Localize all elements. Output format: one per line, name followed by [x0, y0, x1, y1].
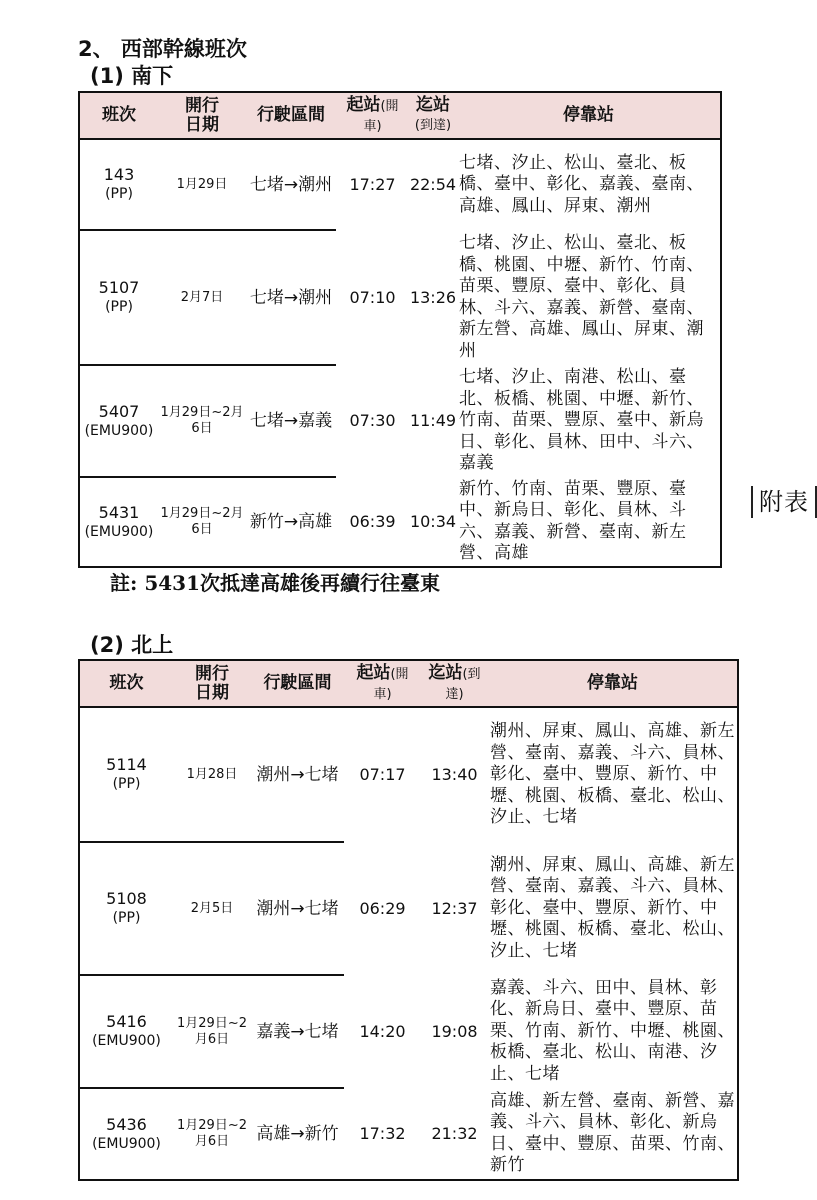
header-route: 行駛區間	[246, 92, 336, 139]
arrival-time: 13:40	[431, 765, 478, 784]
northbound-table	[78, 659, 739, 1181]
train-code	[79, 707, 173, 842]
header-stops: 停靠站	[457, 92, 721, 139]
table-row	[79, 365, 721, 477]
run-date: 1月29日~2月6日	[173, 975, 251, 1088]
header-dep-small-1: (開	[390, 666, 409, 682]
header-route: 行駛區間	[251, 660, 344, 707]
route: 七堵→潮州	[246, 230, 336, 365]
arrival-time: 11:49	[409, 411, 457, 430]
train-number: 5107	[98, 278, 140, 297]
table-row	[79, 477, 721, 567]
arrival-time: 13:26	[409, 287, 457, 307]
train-number: 5431	[98, 502, 140, 522]
train-code	[79, 477, 158, 567]
header-arrival	[421, 660, 488, 707]
header-arr-main: 迄站	[428, 662, 463, 683]
run-date: 1月29日~2月6日	[160, 506, 244, 537]
departure-time: 17:27	[349, 175, 396, 194]
train-model: (EMU900)	[84, 523, 154, 540]
header-date	[158, 92, 246, 139]
train-code	[79, 842, 173, 975]
header-dep-small-2: 車)	[373, 686, 392, 702]
train-code	[79, 230, 158, 365]
arrival-time: 10:34	[409, 511, 457, 531]
departure-time: 14:20	[359, 1021, 406, 1041]
stops: 新竹、竹南、苗栗、豐原、臺中、新烏日、彰化、員林、斗六、嘉義、新營、臺南、新左營、高雄	[457, 477, 721, 567]
run-date: 2月5日	[173, 842, 251, 975]
table-header-row	[79, 92, 721, 139]
train-model: (EMU900)	[84, 422, 154, 439]
header-date-line1: 開行	[195, 663, 229, 684]
run-date: 1月29日~2月6日	[177, 1118, 247, 1149]
departure-time: 07:10	[349, 287, 396, 307]
header-train-no: 班次	[79, 660, 173, 707]
arrival-time: 12:37	[431, 898, 478, 918]
header-arrival	[409, 92, 457, 139]
departure-time: 06:39	[349, 511, 396, 531]
southbound-title: (1) 南下	[90, 64, 174, 88]
arrival-time: 19:08	[431, 1021, 478, 1041]
train-number: 5416	[106, 1012, 147, 1031]
table-header-row	[79, 660, 738, 707]
header-train-no: 班次	[79, 92, 158, 139]
arrival-time: 21:32	[431, 1123, 478, 1143]
run-date: 1月29日	[158, 139, 246, 230]
section-title: 2、 西部幹線班次	[78, 37, 247, 61]
stops: 七堵、汐止、南港、松山、臺北、板橋、桃園、中壢、新竹、竹南、苗栗、豐原、臺中、新烏日、彰化、員林、田中、斗六、嘉義	[457, 365, 721, 477]
southbound-table	[78, 91, 722, 568]
run-date: 1月28日	[173, 707, 251, 842]
header-dep-main: 起站	[356, 662, 391, 683]
table-row	[79, 975, 738, 1088]
header-arr-main: 迄站	[416, 95, 450, 115]
train-model: (PP)	[105, 299, 133, 315]
header-date-line1: 開行	[185, 95, 219, 116]
table-row	[79, 842, 738, 975]
route: 七堵→嘉義	[246, 365, 336, 477]
header-departure	[336, 92, 409, 139]
stops: 高雄、新左營、臺南、新營、嘉義、斗六、員林、彰化、新烏日、臺中、豐原、苗栗、竹南、新竹	[488, 1088, 738, 1180]
header-arr-small-1: (到	[462, 666, 481, 682]
route: 潮州→七堵	[251, 707, 344, 842]
stops: 嘉義、斗六、田中、員林、彰化、新烏日、臺中、豐原、苗栗、竹南、新竹、中壢、桃園、板橋、臺北、松山、南港、汐止、七堵	[488, 975, 738, 1088]
train-number: 5114	[106, 755, 147, 774]
route: 七堵→潮州	[246, 139, 336, 230]
train-code	[79, 365, 158, 477]
header-arr-small-2: 達)	[445, 686, 464, 702]
train-model: (PP)	[105, 186, 133, 202]
run-date: 1月29日~2月6日	[158, 365, 246, 477]
train-number: 5407	[98, 401, 140, 421]
header-dep-small-2: 車)	[363, 118, 382, 134]
train-model: (EMU900)	[92, 1135, 161, 1152]
departure-time: 07:17	[359, 765, 406, 784]
route: 高雄→新竹	[256, 1124, 339, 1144]
departure-time: 17:32	[359, 1123, 406, 1143]
arrival-time: 22:54	[409, 175, 457, 194]
train-number: 143	[103, 165, 135, 184]
header-dep-small-1: (開	[380, 98, 399, 114]
train-number: 5108	[106, 889, 147, 908]
departure-time: 07:30	[349, 411, 396, 430]
note: 註: 5431次抵達高雄後再續行往臺東	[110, 571, 441, 595]
train-code	[79, 139, 158, 230]
train-model: (EMU900)	[92, 1033, 161, 1049]
train-code	[79, 1088, 173, 1180]
header-stops: 停靠站	[488, 660, 738, 707]
train-number: 5436	[106, 1114, 147, 1134]
header-date-line2: 日期	[195, 682, 229, 703]
header-arr-small: (到達)	[414, 118, 452, 133]
table-row	[79, 230, 721, 365]
route: 新竹→高雄	[249, 512, 333, 532]
route: 嘉義→七堵	[251, 975, 344, 1088]
header-date-line2: 日期	[185, 114, 219, 135]
stops: 潮州、屏東、鳳山、高雄、新左營、臺南、嘉義、斗六、員林、彰化、臺中、豐原、新竹、中壢、桃園、板橋、臺北、松山、汐止、七堵	[488, 842, 738, 975]
run-date: 2月7日	[158, 230, 246, 365]
table-row	[79, 139, 721, 230]
departure-time: 06:29	[359, 898, 406, 918]
table-row	[79, 707, 738, 842]
stops: 潮州、屏東、鳳山、高雄、新左營、臺南、嘉義、斗六、員林、彰化、臺中、豐原、新竹、中壢、桃園、板橋、臺北、松山、汐止、七堵	[488, 707, 738, 842]
stops: 七堵、汐止、松山、臺北、板橋、臺中、彰化、嘉義、臺南、高雄、鳳山、屏東、潮州	[457, 139, 721, 230]
train-model: (PP)	[112, 910, 141, 926]
stops: 七堵、汐止、松山、臺北、板橋、桃園、中壢、新竹、竹南、苗栗、豐原、臺中、彰化、員林、斗六、嘉義、新營、臺南、新左營、高雄、鳳山、屏東、潮州	[457, 230, 721, 365]
train-code	[79, 975, 173, 1088]
appendix-label: 附表	[751, 486, 817, 518]
header-departure	[344, 660, 421, 707]
table-row	[79, 1088, 738, 1180]
northbound-title: (2) 北上	[90, 633, 174, 657]
route: 潮州→七堵	[251, 842, 344, 975]
header-date	[173, 660, 251, 707]
header-dep-main: 起站	[346, 94, 381, 115]
train-model: (PP)	[112, 776, 141, 792]
